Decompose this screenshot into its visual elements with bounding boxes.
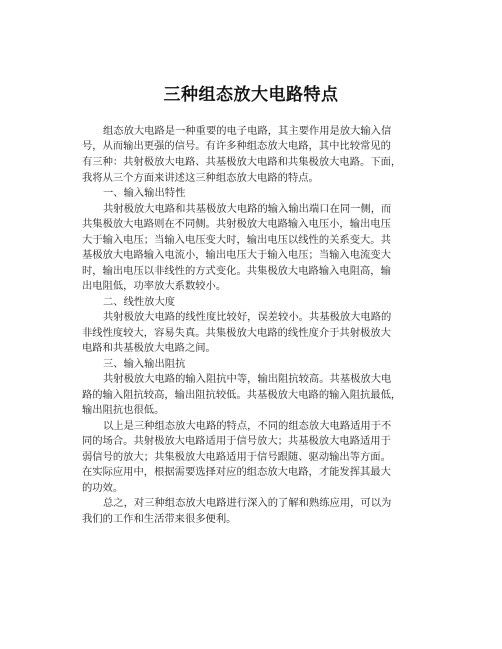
paragraph-line: 出电阻低，功率放大系数较小。	[82, 280, 227, 292]
paragraph-line: 我们的工作和生活带来很多便利。	[82, 513, 237, 525]
paragraph-line: 共集极放大电路则在不同侧。共射极放大电路输入电压小，输出电压	[82, 218, 391, 230]
paragraph-line: 输出阻抗也很低。	[82, 404, 165, 416]
paragraph-line: 组态放大电路是一种重要的电子电路，其主要作用是放大输入信	[103, 125, 392, 137]
paragraph-line: 大于输入电压；当输入电压变大时，输出电压以线性的关系变大。共	[82, 234, 391, 246]
paragraph-line: 我将从三个方面来讲述这三种组态放大电路的特点。	[82, 172, 319, 184]
paragraph-line: 号，从而输出更强的信号。有许多种组态放大电路，其中比较常见的	[82, 140, 391, 152]
paragraph-line: 共射极放大电路的输入阻抗中等，输出阻抗较高。共基极放大电	[103, 373, 392, 385]
section-heading: 三、输入输出阻抗	[103, 358, 186, 370]
paragraph-line: 弱信号的放大；共集极放大电路适用于信号跟随、驱动输出等方面。	[82, 451, 391, 463]
paragraph-line: 以上是三种组态放大电路的特点，不同的组态放大电路适用于不	[103, 420, 392, 432]
section-heading: 一、输入输出特性	[103, 187, 186, 199]
document-title: 三种组态放大电路特点	[163, 85, 339, 105]
paragraph-line: 路的输入阻抗较高，输出阻抗较低。共基极放大电路的输入阻抗最低，	[82, 389, 402, 401]
paragraph-line: 基极放大电路输入电流小，输出电压大于输入电压；当输入电流变大	[82, 249, 391, 261]
section-heading: 二、线性放大度	[103, 296, 176, 308]
paragraph-line: 非线性度较大，容易失真。共集极放大电路的线性度介于共射极放大	[82, 327, 391, 339]
paragraph-line: 时，输出电压以非线性的方式变化。共集极放大电路输入电阻高，输	[82, 265, 391, 277]
paragraph-line: 共射极放大电路和共基极放大电路的输入输出端口在同一侧，而	[103, 203, 392, 215]
paragraph-line: 总之，对三种组态放大电路进行深入的了解和熟练应用，可以为	[103, 497, 392, 509]
paragraph-line: 电路和共基极放大电路之间。	[82, 342, 216, 354]
paragraph-line: 在实际应用中，根据需要选择对应的组态放大电路，才能发挥其最大	[82, 466, 391, 478]
paragraph-line: 同的场合。共射极放大电路适用于信号放大；共基极放大电路适用于	[82, 435, 391, 447]
paragraph-line: 的功效。	[82, 482, 124, 494]
paragraph-line: 共射极放大电路的线性度比较好，误差较小。共基极放大电路的	[103, 311, 392, 323]
paragraph-line: 有三种：共射极放大电路、共基极放大电路和共集极放大电路。下面，	[82, 156, 402, 168]
